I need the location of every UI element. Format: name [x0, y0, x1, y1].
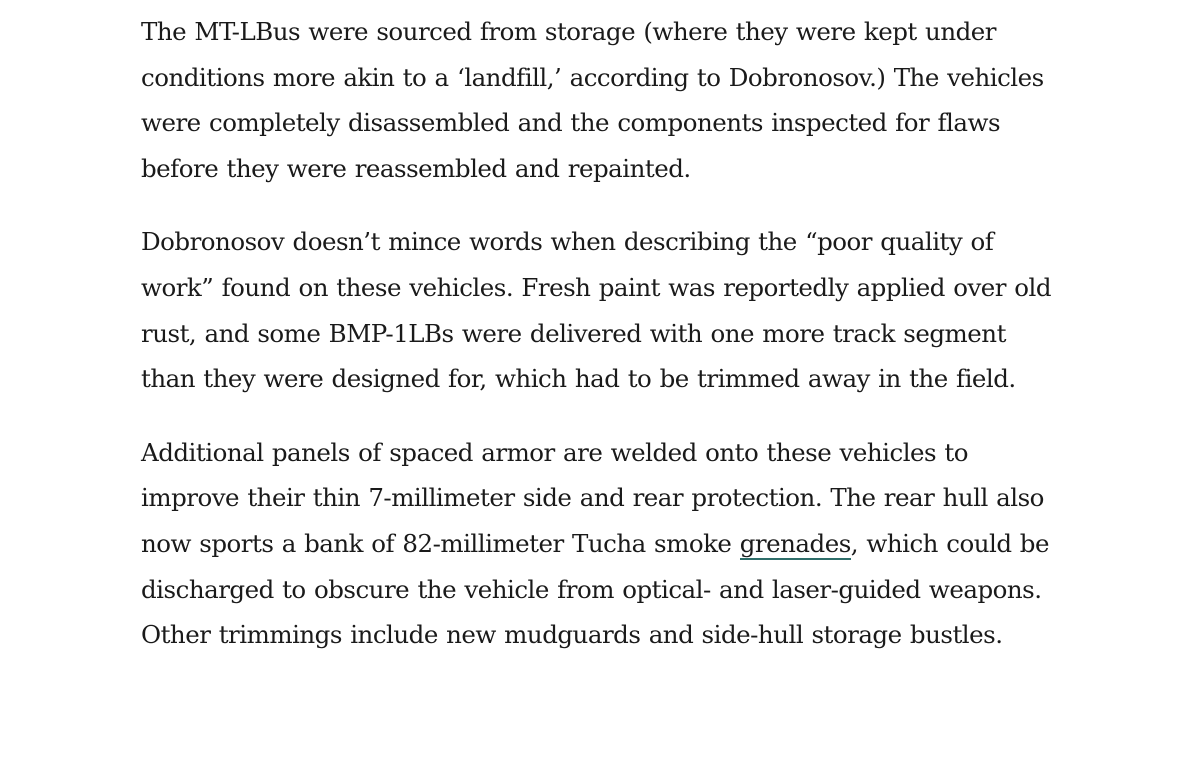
paragraph-armor [141, 430, 1061, 658]
paragraph-armor-text-start: Additional panels of spaced armor are welded onto these vehicles to improve their thin 7-millimeter side and rear protection. The rear hull also now sports a bank of 82-millimeter Tucha smoke [141, 437, 1044, 558]
grenades-link[interactable]: grenades [739, 528, 851, 558]
article-body [141, 9, 1061, 686]
paragraph-storage: The MT-LBus were sourced from storage (where they were kept under conditions more akin to a ‘landfill,’ according to Dobronosov.) The vehicles were completely disassembled and the components inspected for flaws before they were reassembled and repainted. [141, 17, 1044, 183]
paragraph-poor-quality: Dobronosov doesn’t mince words when describing the “poor quality of work” found on these vehicles. Fresh paint was reportedly applied over old rust, and some BMP-1LBs were delivered with one more track segment than they were designed for, which had to be trimmed away in the field. [141, 227, 1052, 394]
paragraph-armor-text-end: , which could be discharged to obscure the vehicle from optical- and laser-guided weapons. Other trimmings include new mudguards and side-hull storage bustles. [141, 528, 1049, 650]
